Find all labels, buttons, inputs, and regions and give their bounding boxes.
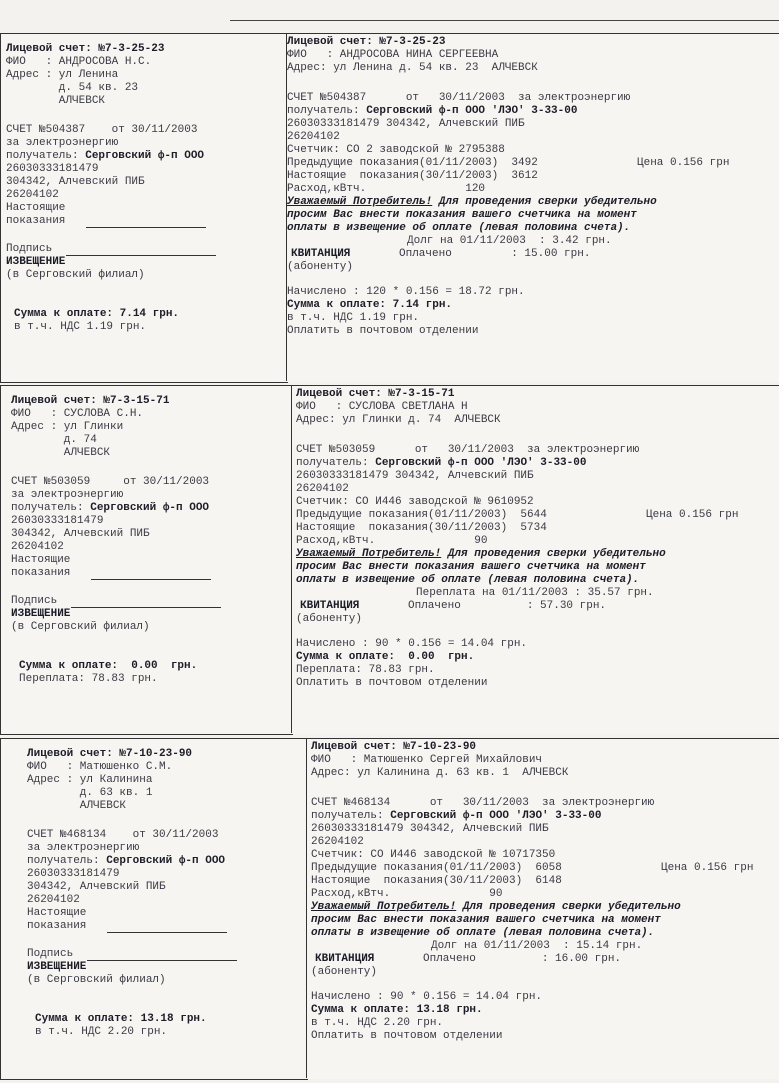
appeal-head: Уважаемый Потребитель! xyxy=(287,196,433,208)
receipt-sub: (абоненту) xyxy=(296,613,363,625)
main-invoice: СЧЕТ №468134 от 30/11/2003 за электроэнергию xyxy=(311,797,655,809)
stub-bank: 304342, Алчевский ПИБ xyxy=(27,881,166,893)
signature-field[interactable] xyxy=(66,243,216,256)
receipt-title: КВИТАНЦИЯ xyxy=(315,953,375,965)
meter-info: Счетчик: СО И446 заводской № 9610952 xyxy=(296,496,534,508)
main-account: Лицевой счет: №7-3-15-71 xyxy=(296,388,455,400)
main-bank: 26204102 xyxy=(296,483,349,495)
main-bank: 26030333181479 304342, Алчевский ПИБ xyxy=(311,823,549,835)
stub-bank: 26030333181479 xyxy=(27,868,120,880)
main-recipient xyxy=(311,810,601,823)
stub-notice-title: ИЗВЕЩЕНИЕ xyxy=(27,961,87,973)
stub-fio: ФИО : Матюшенко С.М. xyxy=(27,761,173,773)
stub-bank: 26030333181479 xyxy=(11,515,104,527)
stub-recipient xyxy=(11,502,209,515)
recipient-label: получатель: xyxy=(311,810,391,822)
receipt-sub: (абоненту) xyxy=(311,966,378,978)
accrued-line: Начислено : 90 * 0.156 = 14.04 грн. xyxy=(296,638,528,650)
stub-fio: ФИО : АНДРОСОВА Н.С. xyxy=(6,56,152,68)
stub-recipient xyxy=(6,150,204,163)
main-address: Адрес: ул Глинки д. 74 АЛЧЕВСК xyxy=(296,414,501,426)
balance-line: Долг на 01/11/2003 : 15.14 грн. xyxy=(431,940,643,952)
stub-sum: Сумма к оплате: 0.00 грн. xyxy=(19,660,198,672)
pay-note: Оплатить в почтовом отделении xyxy=(287,325,479,337)
stub-bank: 304342, Алчевский ПИБ xyxy=(11,528,150,540)
recipient-label: получатель: xyxy=(296,457,376,469)
stub-invoice: СЧЕТ №468134 от 30/11/2003 xyxy=(27,829,219,841)
stub-address: д. 54 кв. 23 xyxy=(6,82,139,94)
recipient-label: получатель: xyxy=(27,855,107,867)
section-divider xyxy=(291,385,292,733)
main-sum: Сумма к оплате: 0.00 грн. xyxy=(296,651,475,663)
stub-address: АЛЧЕВСК xyxy=(27,800,127,812)
consumption: Расход,кВтч. 90 xyxy=(296,535,488,547)
balance-line: Долг на 01/11/2003 : 3.42 грн. xyxy=(407,235,612,247)
stub-address: АЛЧЕВСК xyxy=(6,95,106,107)
appeal-text xyxy=(287,196,657,209)
current-reading: Настоящие показания(30/11/2003) 3612 xyxy=(287,170,538,182)
stub-account: Лицевой счет: №7-3-25-23 xyxy=(6,43,165,55)
stub-bank: 26204102 xyxy=(27,894,80,906)
tariff-price: Цена 0.156 грн xyxy=(661,862,754,874)
stub-invoice: СЧЕТ №504387 от 30/11/2003 xyxy=(6,124,198,136)
paid-line: Оплачено : 16.00 грн. xyxy=(423,953,622,965)
stub-notice-sub: (в Серговский филиал) xyxy=(6,269,145,281)
main-vat: в т.ч. НДС 1.19 грн. xyxy=(287,312,420,324)
main-fio: ФИО : Матюшенко Сергей Михайлович xyxy=(311,754,543,766)
stub-sum: Сумма к оплате: 13.18 грн. xyxy=(35,1013,207,1025)
stub-vat: в т.ч. НДС 2.20 грн. xyxy=(35,1026,168,1038)
stub-notice-sub: (в Серговский филиал) xyxy=(27,974,166,986)
stub-vat: Переплата: 78.83 грн. xyxy=(19,673,158,685)
stub-purpose: за электроэнергию xyxy=(11,489,124,501)
balance-line: Переплата на 01/11/2003 : 35.57 грн. xyxy=(416,587,654,599)
appeal-text xyxy=(296,548,666,561)
stub-vat: в т.ч. НДС 1.19 грн. xyxy=(14,321,147,333)
consumption: Расход,кВтч. 120 xyxy=(287,183,486,195)
previous-reading: Предыдущие показания(01/11/2003) 3492 xyxy=(287,157,538,169)
stub-address: Адрес : ул Калинина xyxy=(27,774,153,786)
stub-recipient xyxy=(27,855,225,868)
stub-notice-title: ИЗВЕЩЕНИЕ xyxy=(11,608,71,620)
appeal-text xyxy=(311,901,681,914)
previous-reading: Предыдущие показания(01/11/2003) 5644 xyxy=(296,509,547,521)
stub-account: Лицевой счет: №7-3-15-71 xyxy=(11,395,170,407)
section-divider xyxy=(306,738,307,1078)
appeal-head: Уважаемый Потребитель! xyxy=(311,901,457,913)
main-fio: ФИО : АНДРОСОВА НИНА СЕРГЕЕВНА xyxy=(287,49,499,61)
stub-address: АЛЧЕВСК xyxy=(11,447,111,459)
stub-address: д. 74 xyxy=(11,434,97,446)
main-fio: ФИО : СУСЛОВА СВЕТЛАНА Н xyxy=(296,401,468,413)
signature-field[interactable] xyxy=(87,948,237,961)
stub-bank: 26204102 xyxy=(11,541,64,553)
recipient-name: Серговский ф-п ООО 'ЛЭО' 3-33-00 xyxy=(366,105,578,117)
main-bank: 26204102 xyxy=(287,131,340,143)
stub-readings-label: Настоящие xyxy=(11,554,71,566)
tariff-price: Цена 0.156 грн xyxy=(637,157,730,169)
stub-bank: 26204102 xyxy=(6,189,59,201)
stub-fio: ФИО : СУСЛОВА С.Н. xyxy=(11,408,144,420)
recipient-name: Серговский ф-п ООО xyxy=(90,502,210,514)
meter-info: Счетчик: СО И446 заводской № 10717350 xyxy=(311,849,556,861)
appeal-rest: Для проведения сверки убедительно xyxy=(432,196,657,208)
stub-notice-title: ИЗВЕЩЕНИЕ xyxy=(6,256,66,268)
stub-notice-sub: (в Серговский филиал) xyxy=(11,621,150,633)
readings-field[interactable] xyxy=(86,215,206,228)
main-vat: в т.ч. НДС 2.20 грн. xyxy=(311,1017,444,1029)
stub-address: Адрес : ул Ленина xyxy=(6,69,119,81)
stub-readings-label: показания xyxy=(11,567,71,579)
appeal-head: Уважаемый Потребитель! xyxy=(296,548,442,560)
consumption: Расход,кВтч. 90 xyxy=(311,888,503,900)
main-sum: Сумма к оплате: 7.14 грн. xyxy=(287,299,453,311)
recipient-name: Серговский ф-п ООО 'ЛЭО' 3-33-00 xyxy=(375,457,587,469)
stub-address: д. 63 кв. 1 xyxy=(27,787,153,799)
stub-readings-label: показания xyxy=(27,920,87,932)
pay-note: Оплатить в почтовом отделении xyxy=(311,1030,503,1042)
main-bank: 26030333181479 304342, Алчевский ПИБ xyxy=(287,118,525,130)
appeal-text: оплаты в извещение об оплате (левая половина счета). xyxy=(287,222,631,234)
main-invoice: СЧЕТ №504387 от 30/11/2003 за электроэнергию xyxy=(287,92,631,104)
appeal-text: оплаты в извещение об оплате (левая половина счета). xyxy=(296,574,640,586)
appeal-text: просим Вас внести показания вашего счетчика на момент xyxy=(287,209,637,221)
stub-purpose: за электроэнергию xyxy=(27,842,140,854)
stub-address: Адрес : ул Глинки xyxy=(11,421,124,433)
previous-reading: Предыдущие показания(01/11/2003) 6058 xyxy=(311,862,562,874)
appeal-text: оплаты в извещение об оплате (левая половина счета). xyxy=(311,927,655,939)
current-reading: Настоящие показания(30/11/2003) 6148 xyxy=(311,875,562,887)
recipient-name: Серговский ф-п ООО xyxy=(106,855,226,867)
stub-account: Лицевой счет: №7-10-23-90 xyxy=(27,748,193,760)
readings-field[interactable] xyxy=(91,567,211,580)
stub-readings-label: показания xyxy=(6,215,66,227)
main-address: Адрес: ул Калинина д. 63 кв. 1 АЛЧЕВСК xyxy=(311,767,569,779)
signature-field[interactable] xyxy=(71,595,221,608)
main-sum: Сумма к оплате: 13.18 грн. xyxy=(311,1004,483,1016)
recipient-label: получатель: xyxy=(11,502,91,514)
appeal-text: просим Вас внести показания вашего счетчика на момент xyxy=(296,561,646,573)
main-bank: 26030333181479 304342, Алчевский ПИБ xyxy=(296,470,534,482)
recipient-label: получатель: xyxy=(6,150,86,162)
receipt-sub: (абоненту) xyxy=(287,261,354,273)
stub-sum: Сумма к оплате: 7.14 грн. xyxy=(14,308,180,320)
main-vat: Переплата: 78.83 грн. xyxy=(296,664,435,676)
stub-purpose: за электроэнергию xyxy=(6,137,119,149)
paid-line: Оплачено : 57.30 грн. xyxy=(408,600,607,612)
stub-signature-label: Подпись xyxy=(27,948,74,960)
main-account: Лицевой счет: №7-10-23-90 xyxy=(311,741,477,753)
main-account: Лицевой счет: №7-3-25-23 xyxy=(287,36,446,48)
stub-readings-label: Настоящие xyxy=(27,907,87,919)
top-divider xyxy=(230,20,779,21)
appeal-rest: Для проведения сверки убедительно xyxy=(441,548,666,560)
stub-signature-label: Подпись xyxy=(6,243,53,255)
stub-readings-label: Настоящие xyxy=(6,202,66,214)
paid-line: Оплачено : 15.00 грн. xyxy=(399,248,591,260)
readings-field[interactable] xyxy=(107,920,227,933)
recipient-name: Серговский ф-п ООО 'ЛЭО' 3-33-00 xyxy=(390,810,602,822)
receipt-title: КВИТАНЦИЯ xyxy=(300,600,360,612)
accrued-line: Начислено : 120 * 0.156 = 18.72 грн. xyxy=(287,286,525,298)
recipient-label: получатель: xyxy=(287,105,367,117)
current-reading: Настоящие показания(30/11/2003) 5734 xyxy=(296,522,547,534)
stub-invoice: СЧЕТ №503059 от 30/11/2003 xyxy=(11,476,210,488)
main-bank: 26204102 xyxy=(311,836,364,848)
main-recipient xyxy=(296,457,586,470)
stub-signature-label: Подпись xyxy=(11,595,58,607)
main-invoice: СЧЕТ №503059 от 30/11/2003 за электроэнергию xyxy=(296,444,640,456)
accrued-line: Начислено : 90 * 0.156 = 14.04 грн. xyxy=(311,991,543,1003)
main-recipient xyxy=(287,105,577,118)
appeal-rest: Для проведения сверки убедительно xyxy=(456,901,681,913)
receipt-title: КВИТАНЦИЯ xyxy=(291,248,351,260)
recipient-name: Серговский ф-п ООО xyxy=(85,150,205,162)
tariff-price: Цена 0.156 грн xyxy=(646,509,739,521)
meter-info: Счетчик: СО 2 заводской № 2795388 xyxy=(287,144,505,156)
pay-note: Оплатить в почтовом отделении xyxy=(296,677,488,689)
main-address: Адрес: ул Ленина д. 54 кв. 23 АЛЧЕВСК xyxy=(287,62,538,74)
stub-bank: 304342, Алчевский ПИБ xyxy=(6,176,145,188)
appeal-text: просим Вас внести показания вашего счетчика на момент xyxy=(311,914,661,926)
stub-bank: 26030333181479 xyxy=(6,163,99,175)
